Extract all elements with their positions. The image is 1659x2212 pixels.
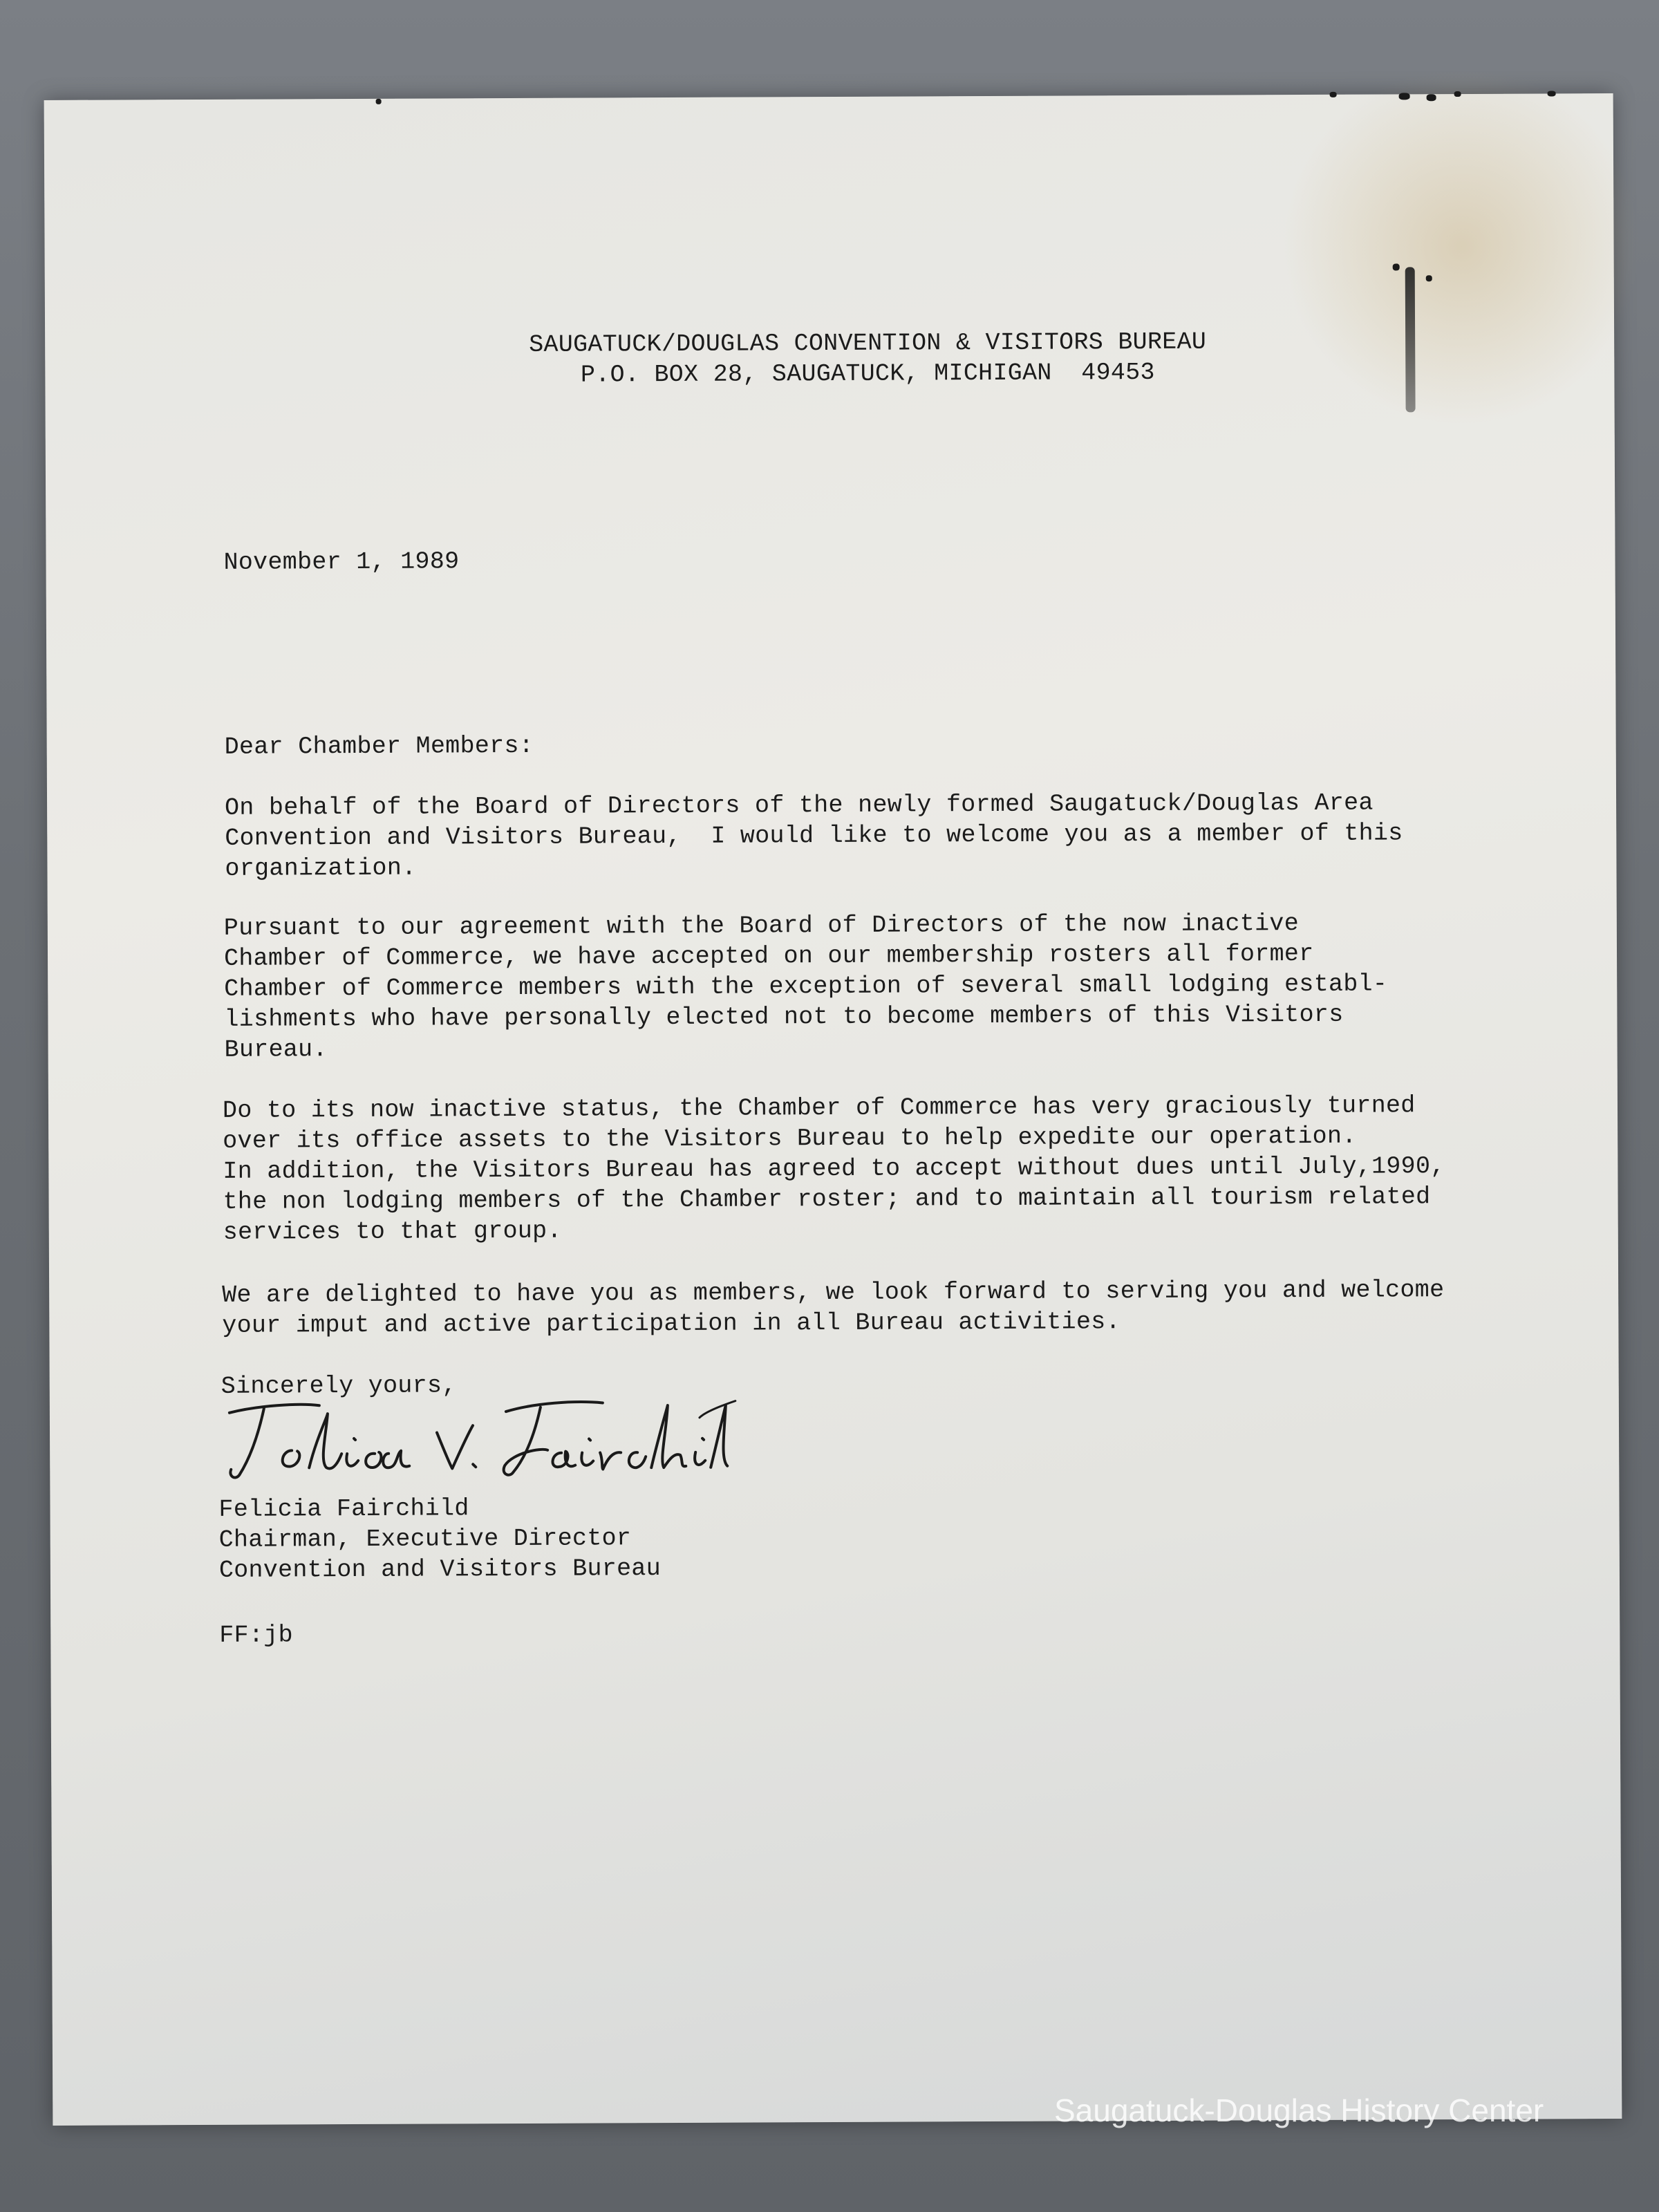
ink-speck — [1399, 93, 1410, 100]
paragraph-3-line-2: over its office assets to the Visitors Bureau to help expedite our operation. — [223, 1122, 1357, 1155]
paragraph-1-line-1: On behalf of the Board of Directors of the newly formed Saugatuck/Douglas Area — [225, 789, 1374, 822]
signer-organization: Convention and Visitors Bureau — [218, 1555, 662, 1584]
closing: Sincerely yours, — [221, 1371, 457, 1400]
letter-date: November 1, 1989 — [223, 547, 460, 577]
signer-name: Felicia Fairchild — [218, 1494, 469, 1524]
letterhead-name: SAUGATUCK/DOUGLAS CONVENTION & VISITORS BUREAU — [529, 328, 1207, 359]
paragraph-3-line-5: services to that group. — [223, 1217, 562, 1246]
letterhead-address: P.O. BOX 28, SAUGATUCK, MICHIGAN 49453 — [580, 358, 1155, 389]
ink-speck — [376, 99, 382, 104]
ink-speck — [1454, 91, 1461, 97]
paragraph-1-line-3: organization. — [225, 854, 417, 883]
age-stain — [1281, 66, 1642, 427]
paragraph-3-line-1: Do to its now inactive status, the Chamber of Commerce has very graciously turned — [222, 1091, 1416, 1125]
paragraph-2-line-2: Chamber of Commerce, we have accepted on our membership rosters all former — [223, 939, 1314, 973]
ink-drip — [1405, 267, 1416, 412]
paragraph-4-line-1: We are delighted to have you as members, we look forward to serving you and welcome — [222, 1276, 1445, 1309]
salutation: Dear Chamber Members: — [224, 731, 534, 761]
paragraph-2-line-1: Pursuant to our agreement with the Board of Directors of the now inactive — [223, 910, 1300, 942]
ink-speck — [1330, 92, 1337, 97]
signature — [216, 1383, 742, 1489]
ink-speck — [1548, 91, 1556, 96]
watermark: Saugatuck-Douglas History Center — [1054, 2092, 1544, 2128]
letter-page — [44, 93, 1622, 2126]
paragraph-2-line-3: Chamber of Commerce members with the exception of several small lodging establ- — [224, 970, 1388, 1003]
paragraph-1-line-2: Convention and Visitors Bureau, I would like to welcome you as a member of this — [225, 819, 1403, 852]
reference-initials: FF:jb — [219, 1621, 293, 1649]
ink-speck — [1393, 263, 1400, 270]
signer-title: Chairman, Executive Director — [218, 1524, 632, 1554]
ink-speck — [1427, 94, 1436, 101]
letterhead — [418, 326, 1317, 391]
ink-speck — [1426, 275, 1432, 281]
paragraph-4-line-2: your imput and active participation in all Bureau activities. — [222, 1308, 1121, 1340]
paragraph-3-line-4: the non lodging members of the Chamber roster; and to maintain all tourism related — [223, 1183, 1431, 1216]
paragraph-2-line-5: Bureau. — [224, 1035, 328, 1064]
paragraph-3-line-3: In addition, the Visitors Bureau has agreed to accept without dues until July,1990, — [223, 1152, 1445, 1185]
paragraph-2-line-4: lishments who have personally elected not to become members of this Visitors — [224, 1000, 1344, 1033]
